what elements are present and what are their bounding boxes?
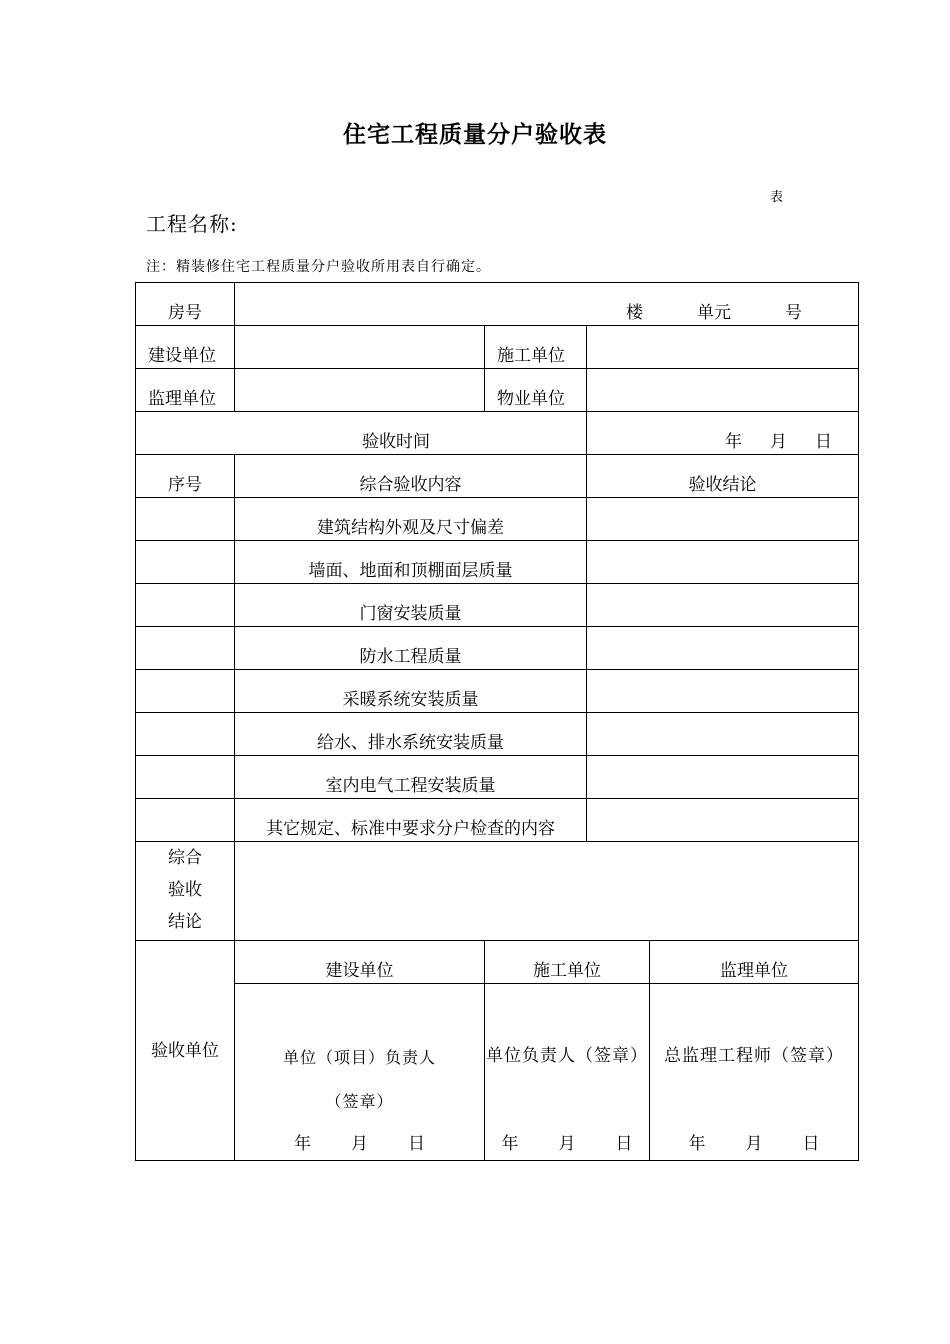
conclusion-label-line: 综合	[168, 848, 202, 868]
item-seq-field[interactable]	[136, 756, 235, 799]
house-row	[136, 283, 859, 326]
conclusion-label	[136, 842, 235, 941]
date-day: 日	[408, 1134, 425, 1154]
date-month: 月	[745, 1134, 763, 1154]
house-unit-label: 单元	[697, 303, 732, 323]
result-header: 验收结论	[587, 455, 859, 498]
item-row	[136, 627, 859, 670]
owner-sign-line1: 单位（项目）负责人	[282, 1048, 436, 1067]
time-label: 验收时间	[136, 412, 587, 455]
date-day: 日	[815, 432, 833, 452]
time-row	[136, 412, 859, 455]
house-building-label: 楼	[626, 303, 644, 323]
item-result-field[interactable]	[587, 713, 859, 756]
item-seq-field[interactable]	[136, 627, 235, 670]
sign-unit-contractor: 施工单位	[485, 941, 650, 984]
supervisor-label: 监理单位	[136, 369, 235, 412]
supervisor-row	[136, 369, 859, 412]
item-seq-field[interactable]	[136, 584, 235, 627]
conclusion-label-line: 验收	[168, 880, 202, 900]
form-code-label: 表	[770, 190, 784, 205]
owner-value-field[interactable]	[235, 326, 485, 369]
page-title: 住宅工程质量分户验收表	[343, 122, 607, 148]
project-name-label: 工程名称:	[146, 212, 238, 236]
acceptance-form-table	[135, 282, 859, 1161]
item-content: 其它规定、标准中要求分户检查的内容	[235, 799, 587, 842]
conclusion-value-field[interactable]	[235, 842, 859, 941]
owner-sign-date	[235, 1134, 484, 1154]
sign-body-row	[136, 984, 859, 1161]
item-seq-field[interactable]	[136, 799, 235, 842]
item-seq-field[interactable]	[136, 541, 235, 584]
date-day: 日	[615, 1134, 633, 1154]
contractor-label: 施工单位	[485, 326, 587, 369]
content-header: 综合验收内容	[235, 455, 587, 498]
item-row	[136, 756, 859, 799]
house-label: 房号	[136, 283, 235, 326]
item-result-field[interactable]	[587, 756, 859, 799]
item-result-field[interactable]	[587, 627, 859, 670]
contractor-sign-line: 单位负责人（签章）	[486, 1046, 648, 1066]
sign-unit-owner: 建设单位	[235, 941, 485, 984]
seq-header: 序号	[136, 455, 235, 498]
item-seq-field[interactable]	[136, 713, 235, 756]
item-row	[136, 541, 859, 584]
item-content: 给水、排水系统安装质量	[235, 713, 587, 756]
contractor-value-field[interactable]	[587, 326, 859, 369]
item-content: 门窗安装质量	[235, 584, 587, 627]
item-result-field[interactable]	[587, 670, 859, 713]
conclusion-label-line: 结论	[168, 912, 202, 932]
supervisor-sign-line: 总监理工程师（签章）	[664, 1046, 845, 1066]
item-seq-field[interactable]	[136, 670, 235, 713]
date-year: 年	[294, 1134, 311, 1154]
item-content: 建筑结构外观及尺寸偏差	[235, 498, 587, 541]
items-header-row	[136, 455, 859, 498]
sign-header-row	[136, 941, 859, 984]
date-year: 年	[688, 1134, 706, 1154]
supervisor-signature-field[interactable]	[650, 984, 859, 1161]
item-row	[136, 498, 859, 541]
property-value-field[interactable]	[587, 369, 859, 412]
item-row	[136, 799, 859, 842]
date-year: 年	[501, 1134, 519, 1154]
date-day: 日	[802, 1134, 820, 1154]
accept-unit-label: 验收单位	[136, 941, 235, 1161]
note-text: 注：精装修住宅工程质量分户验收所用表自行确定。	[146, 259, 491, 275]
supervisor-sign-date	[650, 1134, 858, 1154]
contractor-signature-field[interactable]	[485, 984, 650, 1161]
sign-unit-supervisor: 监理单位	[650, 941, 859, 984]
house-number-label: 号	[785, 303, 803, 323]
owner-signature-field[interactable]	[235, 984, 485, 1161]
item-content: 室内电气工程安装质量	[235, 756, 587, 799]
date-year: 年	[725, 432, 743, 452]
item-content: 采暖系统安装质量	[235, 670, 587, 713]
time-date-field[interactable]	[587, 412, 859, 455]
item-row	[136, 713, 859, 756]
item-result-field[interactable]	[587, 498, 859, 541]
item-result-field[interactable]	[587, 584, 859, 627]
house-value-field[interactable]	[235, 283, 859, 326]
date-month: 月	[351, 1134, 368, 1154]
owner-sign-line2: （签章）	[325, 1092, 394, 1111]
item-content: 墙面、地面和顶棚面层质量	[235, 541, 587, 584]
item-content: 防水工程质量	[235, 627, 587, 670]
supervisor-value-field[interactable]	[235, 369, 485, 412]
item-row	[136, 584, 859, 627]
property-label: 物业单位	[485, 369, 587, 412]
owner-label: 建设单位	[136, 326, 235, 369]
contractor-sign-date	[485, 1134, 649, 1154]
conclusion-row	[136, 842, 859, 941]
item-result-field[interactable]	[587, 541, 859, 584]
owner-row	[136, 326, 859, 369]
item-row	[136, 670, 859, 713]
date-month: 月	[770, 432, 788, 452]
item-seq-field[interactable]	[136, 498, 235, 541]
item-result-field[interactable]	[587, 799, 859, 842]
date-month: 月	[558, 1134, 576, 1154]
